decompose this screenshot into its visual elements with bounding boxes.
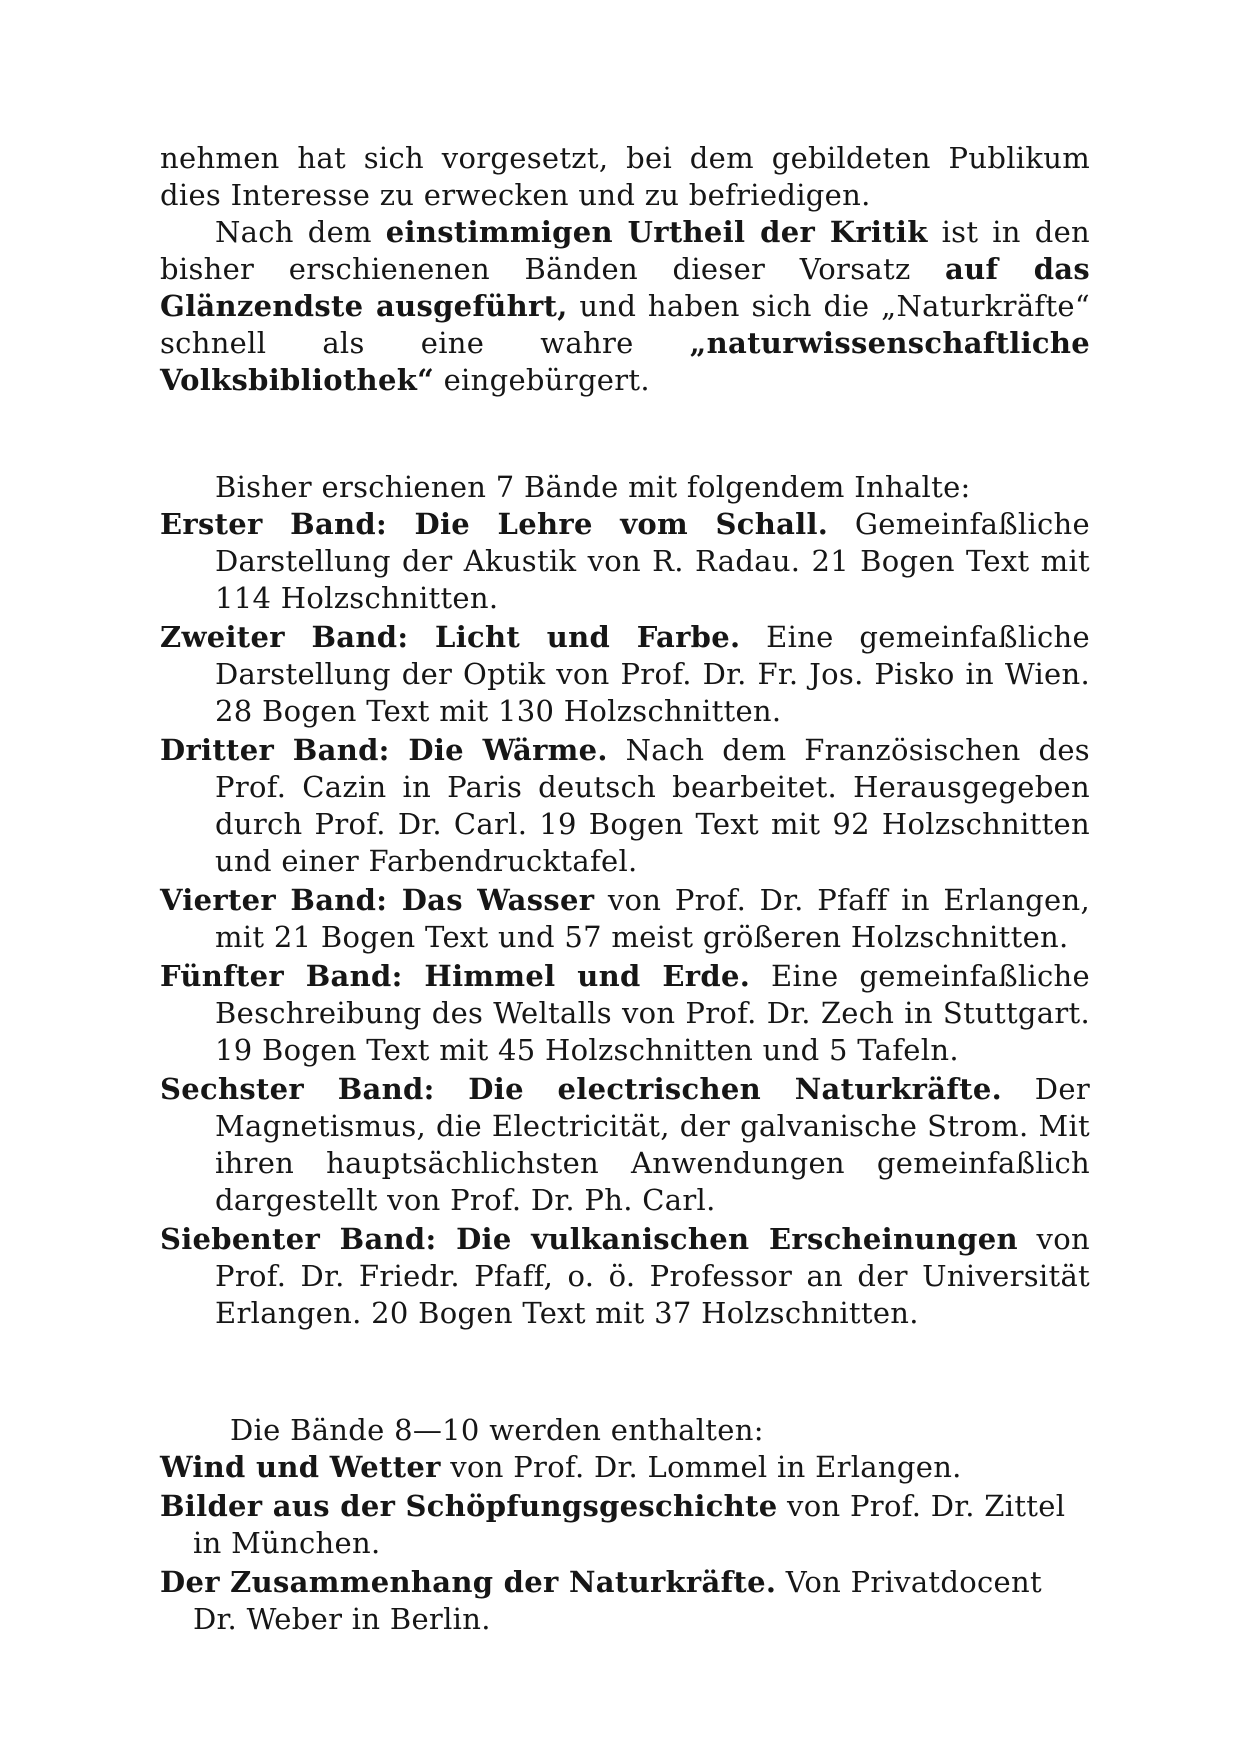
intro-paragraph-2-emphasis-1: einstimmigen Urtheil der Kritik	[385, 215, 928, 249]
intro-paragraph-2-emphasis-3: „naturwissenschaftliche Volksbibliothek“	[160, 326, 1090, 397]
volume-entry-5-description: Eine gemeinfaßliche Beschreibung des Weltalls von Prof. Dr. Zech in Stuttgart. 19 Bogen Text mit 45 Holzschnitten und 5 Tafeln.	[215, 959, 1090, 1067]
volume-entry-5-title: Fünfter Band: Himmel und Erde.	[160, 959, 751, 993]
book-advertisement-page	[160, 140, 1090, 1640]
volume-entry-4	[160, 882, 1090, 956]
volume-entry-4-description: von Prof. Dr. Pfaff in Erlangen, mit 21 Bogen Text und 57 meist größeren Holzschnitten.	[215, 883, 1090, 954]
intro-paragraph-1-text: nehmen hat sich vorgesetzt, bei dem gebildeten Publikum dies Interesse zu erwecken und zu befriedigen.	[160, 141, 1090, 212]
volume-entry-6-title: Sechster Band: Die electrischen Naturkräfte.	[160, 1072, 1002, 1106]
upcoming-entry-2-description: von Prof. Dr. Zittel in München.	[193, 1489, 1066, 1560]
volume-entry-1	[160, 506, 1090, 617]
upcoming-volumes-list	[160, 1449, 1090, 1638]
upcoming-entry-2-title: Bilder aus der Schöpfungsgeschichte	[160, 1489, 778, 1523]
intro-paragraph-2-part-4: eingebürgert.	[434, 363, 650, 397]
published-volumes-list	[160, 506, 1090, 1332]
section-spacer	[160, 399, 1090, 469]
volume-entry-6	[160, 1071, 1090, 1219]
intro-paragraph-2-part-2: ist in den bisher erschienenen Bänden dieser Vorsatz	[160, 215, 1091, 286]
volume-entry-7-description: von Prof. Dr. Friedr. Pfaff, o. ö. Professor an der Universität Erlangen. 20 Bogen Text mit 37 Holzschnitten.	[215, 1222, 1090, 1330]
volume-entry-3	[160, 732, 1090, 880]
volume-entry-7	[160, 1221, 1090, 1332]
intro-paragraph-2-emphasis-2: auf das Glänzendste ausgeführt,	[160, 252, 1090, 323]
upcoming-entry-2	[160, 1488, 1090, 1562]
section-spacer	[160, 1334, 1090, 1412]
upcoming-entry-1-description: von Prof. Dr. Lommel in Erlangen.	[440, 1450, 962, 1484]
volume-entry-3-description: Nach dem Französischen des Prof. Cazin in Paris deutsch bearbeitet. Herausgegeben durch Prof. Dr. Carl. 19 Bogen Text mit 92 Holzschnitten und einer Farbendrucktafel.	[215, 733, 1090, 878]
intro-paragraph-2	[160, 214, 1090, 399]
upcoming-entry-1	[160, 1449, 1090, 1486]
upcoming-entry-3-title: Der Zusammenhang der Naturkräfte.	[160, 1565, 777, 1599]
volume-entry-1-description: Gemeinfaßliche Darstellung der Akustik von R. Radau. 21 Bogen Text mit 114 Holzschnitten.	[215, 507, 1090, 615]
volume-entry-2	[160, 619, 1090, 730]
published-volumes-heading: Bisher erschienen 7 Bände mit folgendem Inhalte:	[215, 470, 971, 504]
volume-entry-1-title: Erster Band: Die Lehre vom Schall.	[160, 507, 829, 541]
volume-entry-2-description: Eine gemeinfaßliche Darstellung der Optik von Prof. Dr. Fr. Jos. Pisko in Wien. 28 Bogen Text mit 130 Holzschnitten.	[215, 620, 1090, 728]
upcoming-entry-3	[160, 1564, 1090, 1638]
upcoming-entry-3-description: Von Privatdocent Dr. Weber in Berlin.	[193, 1565, 1042, 1636]
volume-entry-4-title: Vierter Band: Das Wasser	[160, 883, 595, 917]
upcoming-entry-1-title: Wind und Wetter	[160, 1450, 441, 1484]
volume-entry-5	[160, 958, 1090, 1069]
volume-entry-7-title: Siebenter Band: Die vulkanischen Erscheinungen	[160, 1222, 1018, 1256]
upcoming-volumes-heading: Die Bände 8—10 werden enthalten:	[230, 1413, 764, 1447]
volume-entry-3-title: Dritter Band: Die Wärme.	[160, 733, 608, 767]
intro-paragraph-2-part-1: Nach dem	[215, 215, 386, 249]
volume-entry-2-title: Zweiter Band: Licht und Farbe.	[160, 620, 741, 654]
volume-entry-6-description: Der Magnetismus, die Electricität, der galvanische Strom. Mit ihren hauptsächlichsten Anwendungen gemeinfaßlich dargestellt von Prof. Dr. Ph. Carl.	[215, 1072, 1090, 1217]
intro-paragraph-2-part-3: und haben sich die „Naturkräfte“ schnell als eine wahre	[160, 289, 1090, 360]
intro-paragraph-1	[160, 140, 1090, 214]
